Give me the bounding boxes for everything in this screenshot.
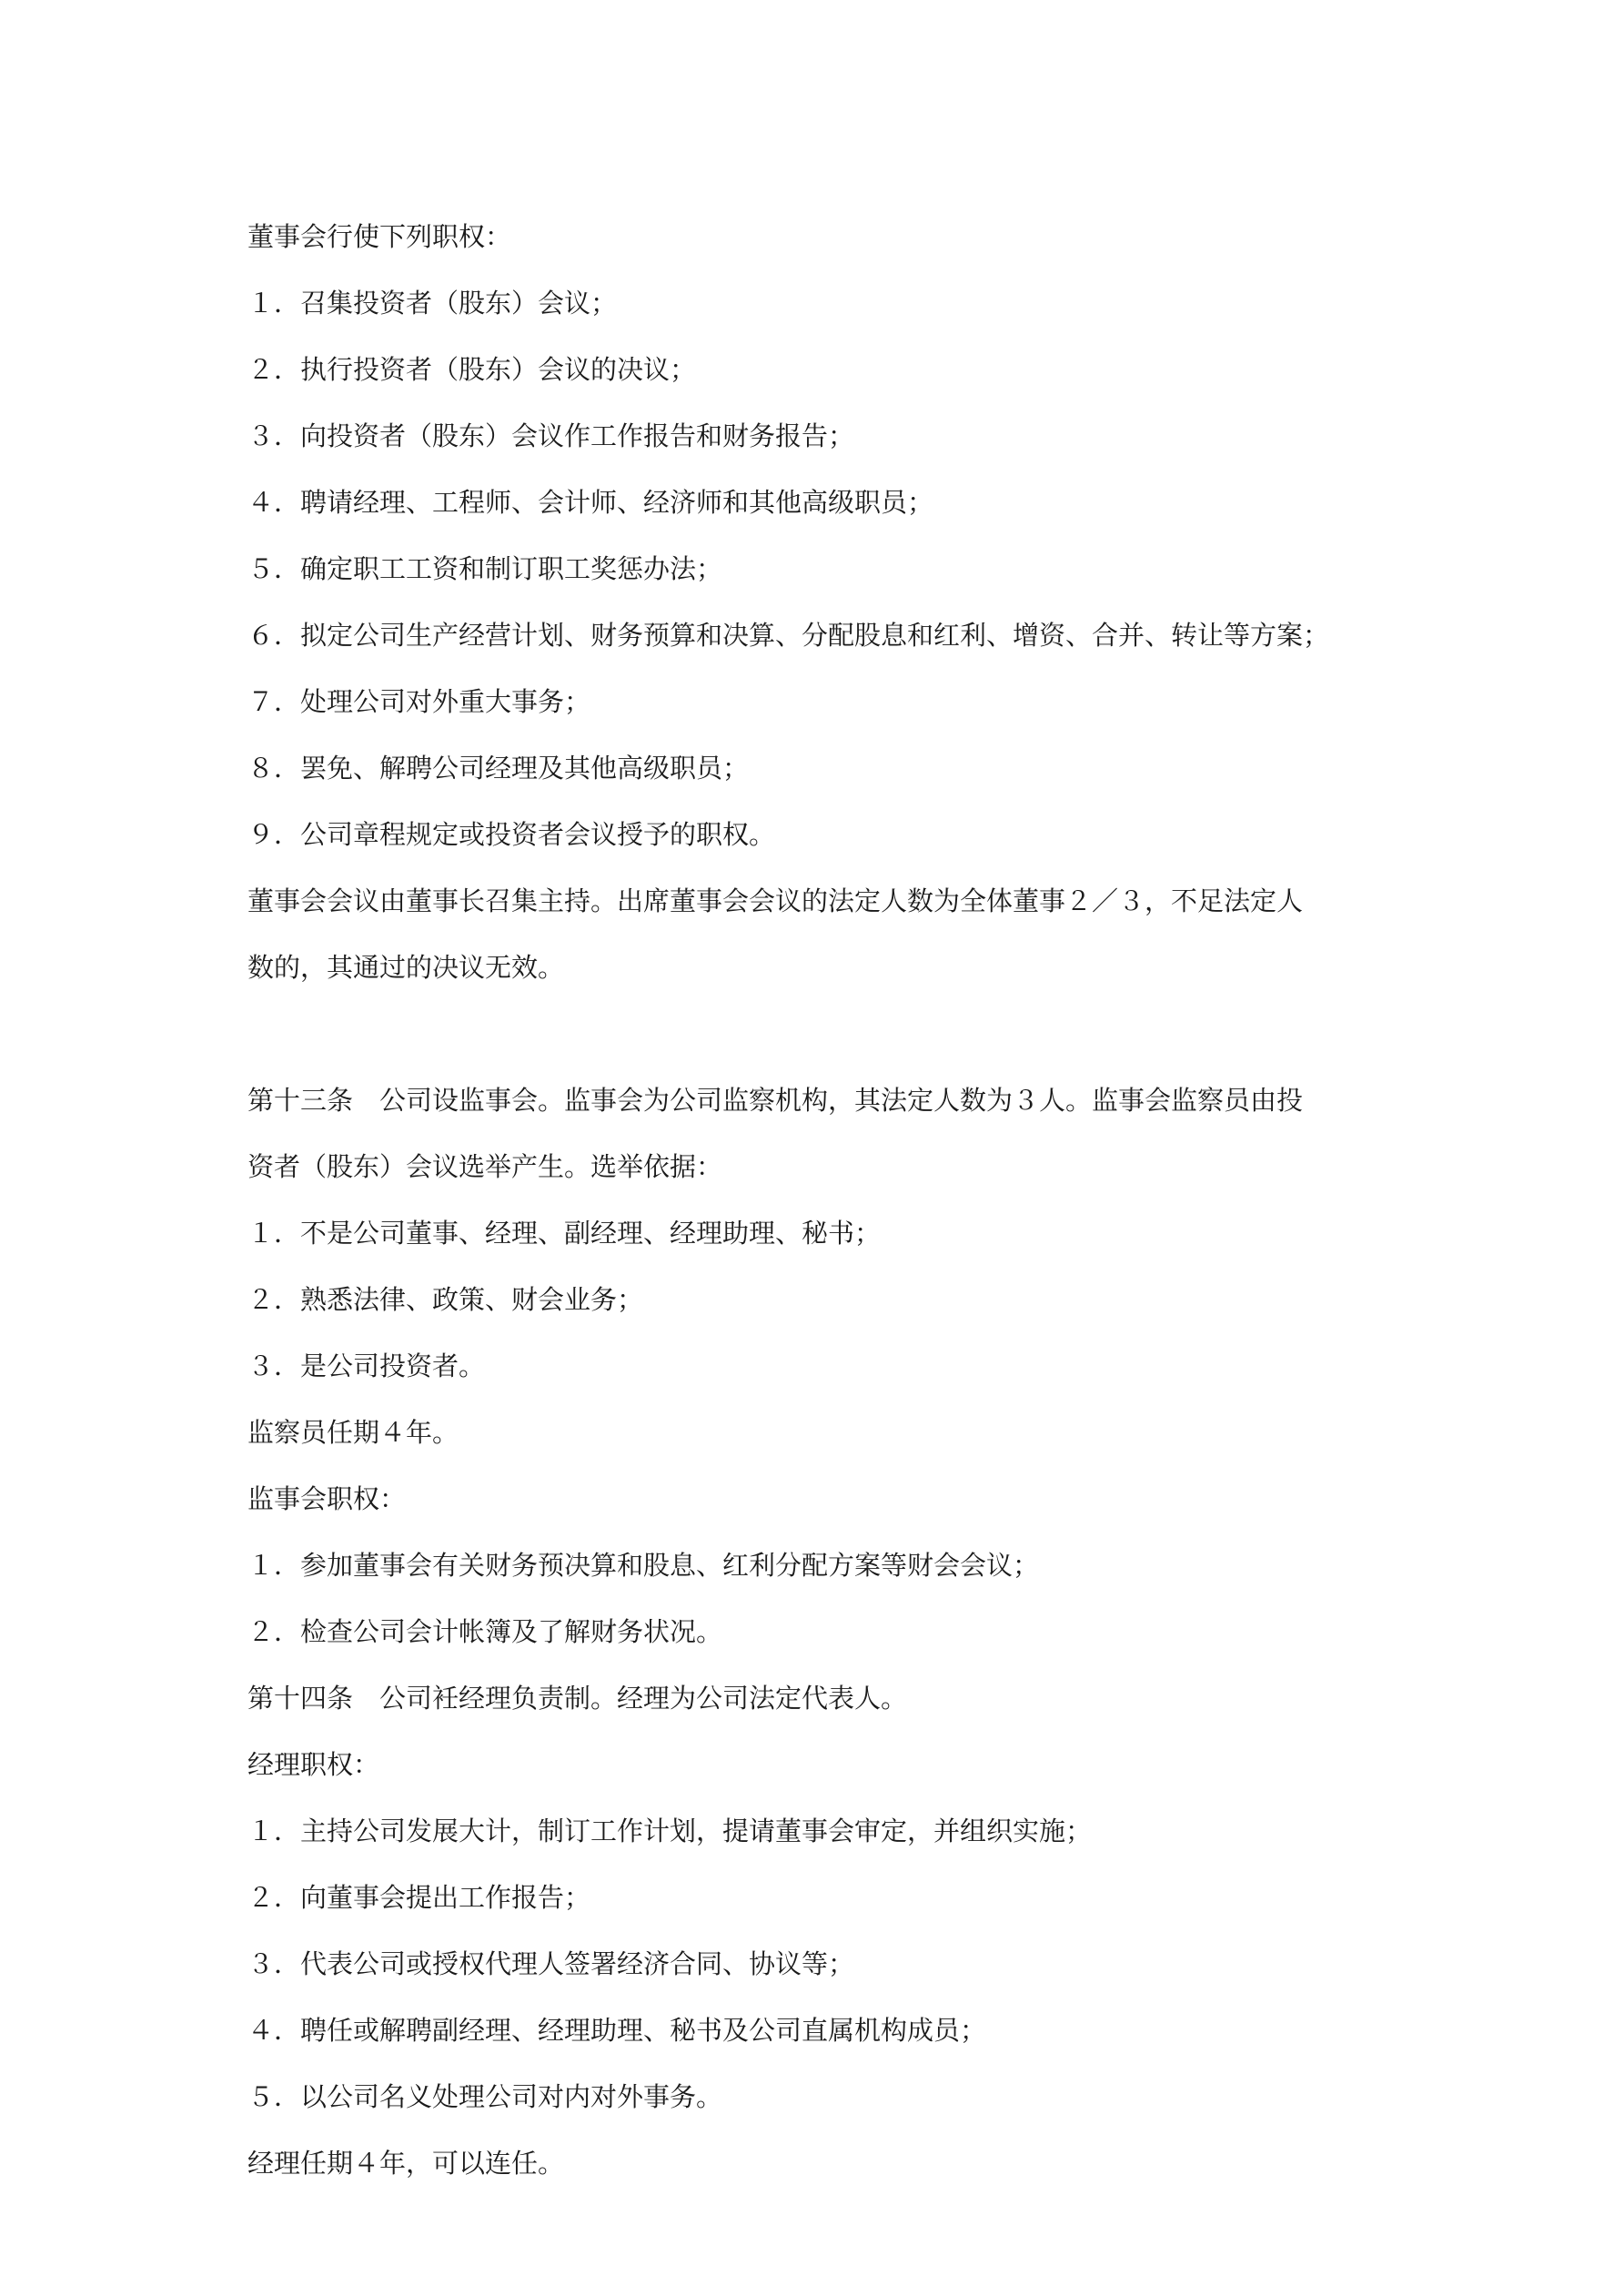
document-page	[247, 204, 1403, 2197]
manager-power-item: ３．代表公司或授权代理人签署经济合同、协议等；	[247, 1948, 855, 1979]
board-power-item: ９．公司章程规定或投资者会议授予的职权。	[247, 819, 776, 850]
supervisory-powers-intro: 监事会职权：	[247, 1483, 407, 1514]
article-13-line1: 第十三条 公司设监事会。监事会为公司监察机构，其法定人数为３人。监事会监察员由投	[247, 1085, 1304, 1116]
article-14: 第十四条 公司衽经理负责制。经理为公司法定代表人。	[247, 1683, 908, 1714]
board-meeting-rule-line1: 董事会会议由董事长召集主持。出席董事会会议的法定人数为全体董事２／３，不足法定人	[247, 885, 1304, 916]
board-power-item: ７．处理公司对外重大事务；	[247, 686, 591, 717]
election-criterion: １．不是公司董事、经理、副经理、经理助理、秘书；	[247, 1218, 882, 1249]
election-criterion: ３．是公司投资者。	[247, 1350, 486, 1381]
board-power-item: ８．罢免、解聘公司经理及其他高级职员；	[247, 753, 750, 784]
board-power-item: ４．聘请经理、工程师、会计师、经济师和其他高级职员；	[247, 487, 934, 518]
supervisory-power-item: ２．检查公司会计帐簿及了解财务状况。	[247, 1616, 723, 1647]
paragraph-gap	[247, 1001, 1403, 1067]
board-power-item: １．召集投资者（股东）会议；	[247, 288, 618, 319]
supervisor-term: 监察员任期４年。	[247, 1417, 459, 1448]
manager-power-item: ４．聘任或解聘副经理、经理助理、秘书及公司直属机构成员；	[247, 2015, 987, 2046]
board-power-item: ５．确定职工工资和制订职工奖惩办法；	[247, 553, 723, 584]
manager-power-item: ２．向董事会提出工作报告；	[247, 1882, 591, 1913]
board-power-item: ３．向投资者（股东）会议作工作报告和财务报告；	[247, 420, 855, 451]
election-criterion: ２．熟悉法律、政策、财会业务；	[247, 1284, 644, 1315]
article-13-line2: 资者（股东）会议选举产生。选举依据：	[247, 1151, 723, 1182]
board-power-item: ６．拟定公司生产经营计划、财务预算和决算、分配股息和红利、增资、合并、转让等方案；	[247, 620, 1330, 651]
manager-powers-intro: 经理职权：	[247, 1749, 380, 1780]
supervisory-power-item: １．参加董事会有关财务预决算和股息、红利分配方案等财会会议；	[247, 1550, 1040, 1581]
board-meeting-rule-line2: 数的，其通过的决议无效。	[247, 952, 565, 983]
manager-term: 经理任期４年，可以连任。	[247, 2148, 565, 2179]
board-power-item: ２．执行投资者（股东）会议的决议；	[247, 354, 697, 385]
manager-power-item: １．主持公司发展大计，制订工作计划，提请董事会审定，并组织实施；	[247, 1816, 1093, 1846]
manager-power-item: ５．以公司名义处理公司对内对外事务。	[247, 2081, 723, 2112]
board-powers-intro: 董事会行使下列职权：	[247, 221, 512, 252]
